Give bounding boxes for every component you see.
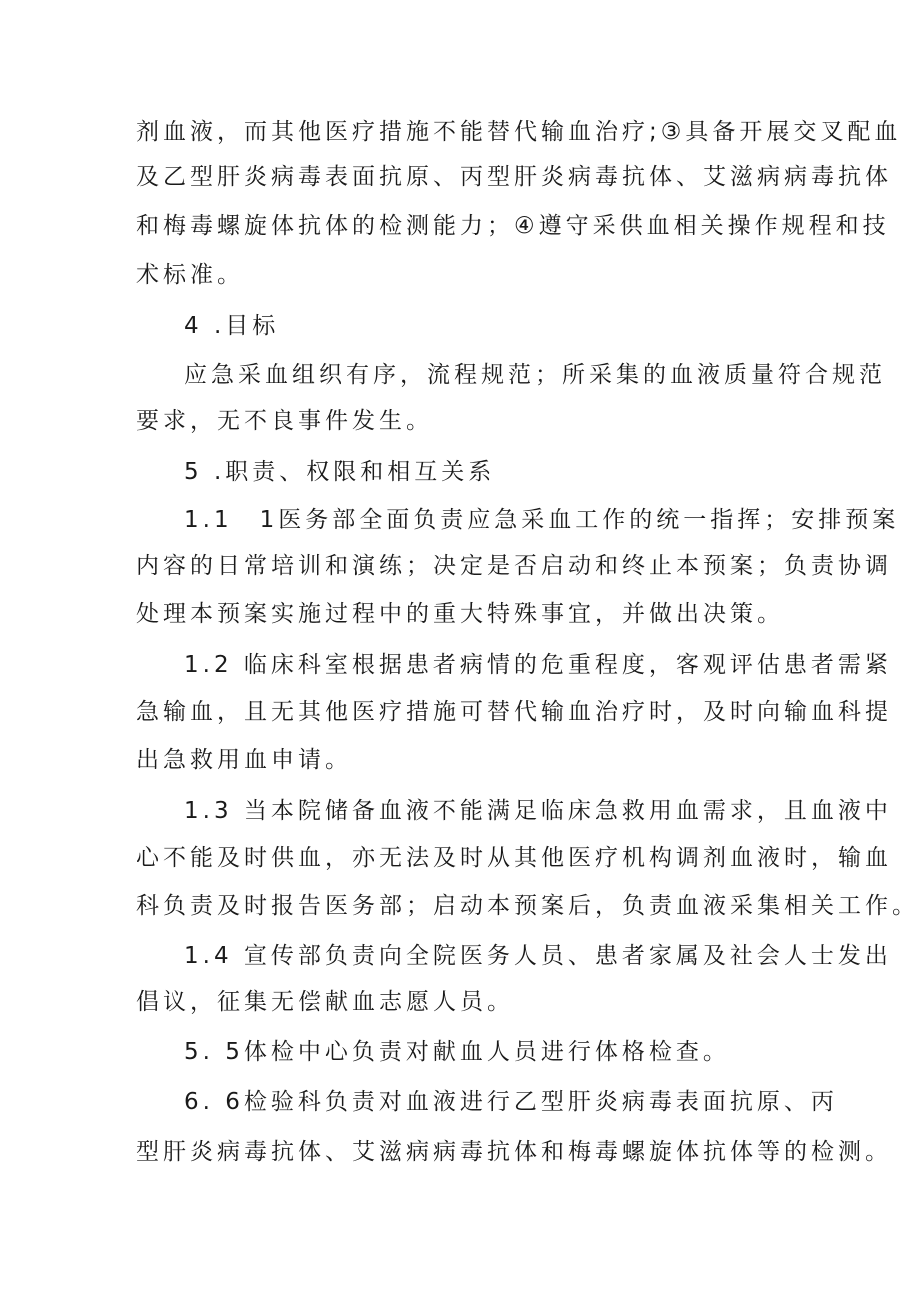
text-line-12: 1.2 临床科室根据患者病情的危重程度，客观评估患者需紧 <box>184 652 892 678</box>
text-line-2: 及乙型肝炎病毒表面抗原、丙型肝炎病毒抗体、艾滋病病毒抗体 <box>136 164 892 190</box>
heading-responsibilities: 5 .职责、权限和相互关系 <box>184 459 496 485</box>
text-line-7: 要求，无不良事件发生。 <box>136 408 433 434</box>
text-line-19: 倡议，征集无偿献血志愿人员。 <box>136 989 514 1015</box>
text-line-13: 急输血，且无其他医疗措施可替代输血治疗时，及时向输血科提 <box>136 699 892 725</box>
text-line-20: 5. 5体检中心负责对献血人员进行体格检查。 <box>184 1039 730 1065</box>
text-line-18: 1.4 宣传部负责向全院医务人员、患者家属及社会人士发出 <box>184 943 892 969</box>
text-line-9: 1.1 1医务部全面负责应急采血工作的统一指挥；安排预案 <box>184 507 900 533</box>
text-line-14: 出急救用血申请。 <box>136 747 352 773</box>
text-line-17: 科负责及时报告医务部；启动本预案后，负责血液采集相关工作。 <box>136 893 919 919</box>
text-line-15: 1.3 当本院储备血液不能满足临床急救用血需求，且血液中 <box>184 798 892 824</box>
text-line-21: 6. 6检验科负责对血液进行乙型肝炎病毒表面抗原、丙 <box>184 1089 838 1115</box>
heading-objective: 4 .目标 <box>184 313 280 339</box>
text-line-22: 型肝炎病毒抗体、艾滋病病毒抗体和梅毒螺旋体抗体等的检测。 <box>136 1139 892 1165</box>
text-line-10: 内容的日常培训和演练；决定是否启动和终止本预案；负责协调 <box>136 553 892 579</box>
text-line-16: 心不能及时供血，亦无法及时从其他医疗机构调剂血液时，输血 <box>136 845 892 871</box>
text-line-4: 术标准。 <box>136 262 244 288</box>
text-line-6: 应急采血组织有序，流程规范；所采集的血液质量符合规范 <box>184 362 886 388</box>
text-line-1: 剂血液，而其他医疗措施不能替代输血治疗;③具备开展交叉配血 <box>136 119 902 145</box>
text-line-11: 处理本预案实施过程中的重大特殊事宜，并做出决策。 <box>136 601 784 627</box>
text-line-3: 和梅毒螺旋体抗体的检测能力；④遵守采供血相关操作规程和技 <box>136 213 890 239</box>
